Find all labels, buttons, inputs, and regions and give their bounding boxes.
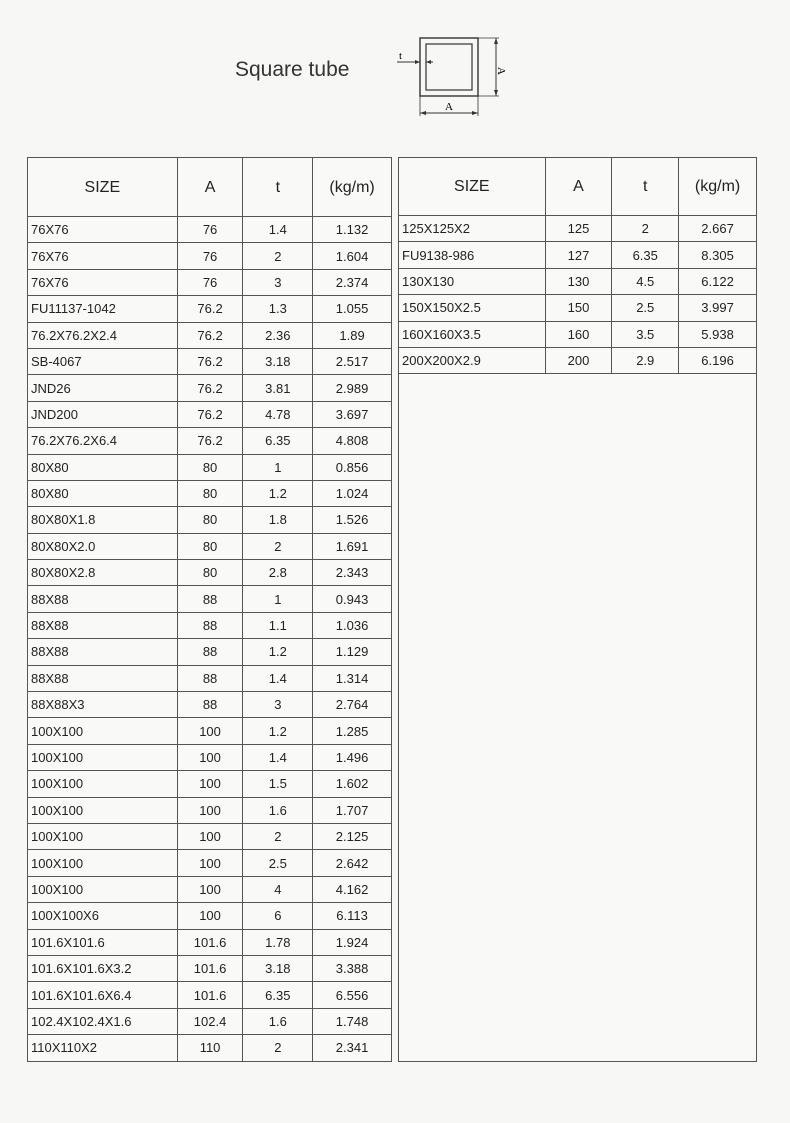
cell-size: 100X100 (28, 823, 178, 849)
cell-t: 1.5 (243, 771, 313, 797)
cell-weight: 4.808 (313, 428, 392, 454)
table-row (28, 217, 392, 243)
cell-a: 101.6 (177, 982, 243, 1008)
cell-weight: 1.748 (313, 1008, 392, 1034)
cell-size: 100X100X6 (28, 903, 178, 929)
cell-t: 2 (243, 1035, 313, 1061)
cell-weight: 1.89 (313, 322, 392, 348)
cell-size: 101.6X101.6 (28, 929, 178, 955)
cell-a: 88 (177, 586, 243, 612)
header-t: t (243, 158, 313, 217)
cell-size: 76X76 (28, 217, 178, 243)
table-row (399, 295, 757, 321)
cell-t: 1.8 (243, 507, 313, 533)
diagram-a-bottom-label: A (445, 101, 453, 113)
spec-table-left (27, 157, 392, 1062)
cell-size: 80X80X2.0 (28, 533, 178, 559)
cell-size: 150X150X2.5 (399, 295, 546, 321)
table-row (28, 454, 392, 480)
cell-a: 76.2 (177, 375, 243, 401)
cell-size: JND26 (28, 375, 178, 401)
cell-size: 101.6X101.6X3.2 (28, 955, 178, 981)
cell-a: 76.2 (177, 348, 243, 374)
cell-size: SB-4067 (28, 348, 178, 374)
table-row (28, 692, 392, 718)
cell-a: 76 (177, 269, 243, 295)
table-row (28, 850, 392, 876)
cell-weight: 1.314 (313, 665, 392, 691)
cell-a: 88 (177, 639, 243, 665)
cell-a: 80 (177, 507, 243, 533)
cell-t: 4.5 (612, 268, 679, 294)
cell-weight: 2.667 (679, 216, 757, 242)
table-row (28, 929, 392, 955)
cell-t: 6 (243, 903, 313, 929)
cell-size: FU11137-1042 (28, 296, 178, 322)
cell-a: 100 (177, 771, 243, 797)
cell-size: 200X200X2.9 (399, 347, 546, 373)
cell-weight: 1.132 (313, 217, 392, 243)
cell-size: 100X100 (28, 771, 178, 797)
cell-weight: 2.764 (313, 692, 392, 718)
cell-size: 88X88 (28, 665, 178, 691)
table-row (28, 560, 392, 586)
cell-a: 76 (177, 217, 243, 243)
cell-a: 100 (177, 876, 243, 902)
cell-a: 102.4 (177, 1008, 243, 1034)
cell-size: 100X100 (28, 718, 178, 744)
cell-a: 125 (545, 216, 612, 242)
cell-t: 3.18 (243, 348, 313, 374)
cell-t: 6.35 (243, 428, 313, 454)
cell-weight: 2.374 (313, 269, 392, 295)
header-size: SIZE (28, 158, 178, 217)
cell-t: 2 (612, 216, 679, 242)
header-size: SIZE (399, 158, 546, 216)
table-row (28, 982, 392, 1008)
cell-t: 2.8 (243, 560, 313, 586)
table-row (28, 1008, 392, 1034)
cell-a: 88 (177, 692, 243, 718)
cell-size: 80X80X1.8 (28, 507, 178, 533)
cell-t: 6.35 (243, 982, 313, 1008)
table-row (28, 428, 392, 454)
cell-size: 110X110X2 (28, 1035, 178, 1061)
cell-a: 76.2 (177, 322, 243, 348)
cell-a: 101.6 (177, 929, 243, 955)
table-row (399, 321, 757, 347)
cell-weight: 6.196 (679, 347, 757, 373)
cell-weight: 1.526 (313, 507, 392, 533)
cell-size: FU9138-986 (399, 242, 546, 268)
cell-t: 3.5 (612, 321, 679, 347)
table-row (28, 744, 392, 770)
table-row (399, 347, 757, 373)
cell-a: 100 (177, 718, 243, 744)
table-row (28, 348, 392, 374)
header-a: A (545, 158, 612, 216)
cell-size: 88X88 (28, 639, 178, 665)
cell-t: 1.2 (243, 718, 313, 744)
cell-a: 100 (177, 744, 243, 770)
cell-a: 88 (177, 665, 243, 691)
cell-size: 125X125X2 (399, 216, 546, 242)
header-weight: (kg/m) (313, 158, 392, 217)
cell-a: 100 (177, 823, 243, 849)
cell-weight: 1.024 (313, 480, 392, 506)
cell-a: 80 (177, 560, 243, 586)
cell-t: 1.1 (243, 612, 313, 638)
cell-t: 1.4 (243, 217, 313, 243)
table-row (399, 268, 757, 294)
cell-weight: 4.162 (313, 876, 392, 902)
cell-weight: 1.604 (313, 243, 392, 269)
table-row (28, 269, 392, 295)
cell-weight: 2.125 (313, 823, 392, 849)
cell-weight: 1.602 (313, 771, 392, 797)
cell-a: 76 (177, 243, 243, 269)
cell-a: 101.6 (177, 955, 243, 981)
cell-weight: 6.122 (679, 268, 757, 294)
cell-t: 2 (243, 823, 313, 849)
table-row (28, 480, 392, 506)
table-row (28, 1035, 392, 1061)
cell-weight: 6.556 (313, 982, 392, 1008)
cell-weight: 1.036 (313, 612, 392, 638)
cell-a: 76.2 (177, 428, 243, 454)
table-row (28, 823, 392, 849)
cell-weight: 3.997 (679, 295, 757, 321)
table-row (28, 533, 392, 559)
spec-table-right (398, 157, 757, 374)
table-row (28, 876, 392, 902)
cell-t: 3.18 (243, 955, 313, 981)
cell-weight: 0.856 (313, 454, 392, 480)
cell-weight: 1.924 (313, 929, 392, 955)
cell-size: 102.4X102.4X1.6 (28, 1008, 178, 1034)
cell-t: 2 (243, 243, 313, 269)
cell-t: 1.4 (243, 665, 313, 691)
cell-size: 101.6X101.6X6.4 (28, 982, 178, 1008)
cell-size: 76.2X76.2X6.4 (28, 428, 178, 454)
cell-weight: 3.388 (313, 955, 392, 981)
cell-size: 100X100 (28, 797, 178, 823)
cell-t: 1.3 (243, 296, 313, 322)
header-weight: (kg/m) (679, 158, 757, 216)
cell-weight: 1.707 (313, 797, 392, 823)
cell-weight: 3.697 (313, 401, 392, 427)
cell-t: 1.6 (243, 1008, 313, 1034)
cell-t: 1.2 (243, 639, 313, 665)
cell-a: 110 (177, 1035, 243, 1061)
cell-size: 76.2X76.2X2.4 (28, 322, 178, 348)
cell-t: 3 (243, 692, 313, 718)
cell-t: 2.5 (612, 295, 679, 321)
cell-weight: 1.285 (313, 718, 392, 744)
cell-a: 80 (177, 480, 243, 506)
cell-weight: 0.943 (313, 586, 392, 612)
diagram-a-side-label: A (495, 67, 507, 75)
table-row (28, 322, 392, 348)
cell-weight: 8.305 (679, 242, 757, 268)
cell-size: 80X80 (28, 454, 178, 480)
cell-t: 4 (243, 876, 313, 902)
table-row (28, 586, 392, 612)
table-row (28, 903, 392, 929)
cell-a: 80 (177, 454, 243, 480)
cell-a: 76.2 (177, 401, 243, 427)
header-t: t (612, 158, 679, 216)
cell-size: 80X80 (28, 480, 178, 506)
cell-t: 1 (243, 586, 313, 612)
cell-a: 88 (177, 612, 243, 638)
table-row (28, 507, 392, 533)
header-a: A (177, 158, 243, 217)
cell-size: JND200 (28, 401, 178, 427)
cell-weight: 1.055 (313, 296, 392, 322)
table-row (28, 639, 392, 665)
cell-size: 88X88 (28, 586, 178, 612)
cell-weight: 2.642 (313, 850, 392, 876)
cell-a: 100 (177, 797, 243, 823)
cell-weight: 1.496 (313, 744, 392, 770)
cell-size: 160X160X3.5 (399, 321, 546, 347)
cell-weight: 2.343 (313, 560, 392, 586)
cell-weight: 2.341 (313, 1035, 392, 1061)
table-row (28, 612, 392, 638)
cell-a: 200 (545, 347, 612, 373)
cell-t: 4.78 (243, 401, 313, 427)
table-row (28, 375, 392, 401)
cell-t: 1.4 (243, 744, 313, 770)
table-row (28, 797, 392, 823)
cell-a: 150 (545, 295, 612, 321)
cell-t: 1.78 (243, 929, 313, 955)
cell-a: 76.2 (177, 296, 243, 322)
table-header-row (28, 158, 392, 217)
cell-t: 6.35 (612, 242, 679, 268)
cell-size: 88X88X3 (28, 692, 178, 718)
cell-weight: 1.129 (313, 639, 392, 665)
cell-t: 2.36 (243, 322, 313, 348)
cell-a: 100 (177, 850, 243, 876)
cell-t: 2.5 (243, 850, 313, 876)
cell-t: 2 (243, 533, 313, 559)
table-row (28, 771, 392, 797)
page-title: Square tube (235, 58, 350, 81)
table-row (28, 955, 392, 981)
square-tube-diagram (393, 30, 513, 125)
cell-t: 3.81 (243, 375, 313, 401)
cell-size: 100X100 (28, 876, 178, 902)
cell-a: 127 (545, 242, 612, 268)
cell-t: 2.9 (612, 347, 679, 373)
cell-a: 80 (177, 533, 243, 559)
cell-a: 160 (545, 321, 612, 347)
cell-size: 88X88 (28, 612, 178, 638)
table-row (28, 718, 392, 744)
cell-t: 1.2 (243, 480, 313, 506)
table-row (399, 242, 757, 268)
cell-weight: 1.691 (313, 533, 392, 559)
table-header-row (399, 158, 757, 216)
spec-table-right-frame (398, 157, 757, 1062)
cell-weight: 5.938 (679, 321, 757, 347)
table-row (28, 243, 392, 269)
cell-t: 1 (243, 454, 313, 480)
cell-size: 76X76 (28, 269, 178, 295)
table-row (28, 401, 392, 427)
cell-t: 1.6 (243, 797, 313, 823)
cell-a: 130 (545, 268, 612, 294)
cell-size: 76X76 (28, 243, 178, 269)
table-row (399, 216, 757, 242)
table-row (28, 296, 392, 322)
diagram-t-label: t (399, 50, 403, 62)
cell-size: 100X100 (28, 744, 178, 770)
cell-weight: 6.113 (313, 903, 392, 929)
cell-size: 80X80X2.8 (28, 560, 178, 586)
cell-a: 100 (177, 903, 243, 929)
cell-weight: 2.989 (313, 375, 392, 401)
table-row (28, 665, 392, 691)
cell-t: 3 (243, 269, 313, 295)
cell-size: 130X130 (399, 268, 546, 294)
cell-size: 100X100 (28, 850, 178, 876)
cell-weight: 2.517 (313, 348, 392, 374)
